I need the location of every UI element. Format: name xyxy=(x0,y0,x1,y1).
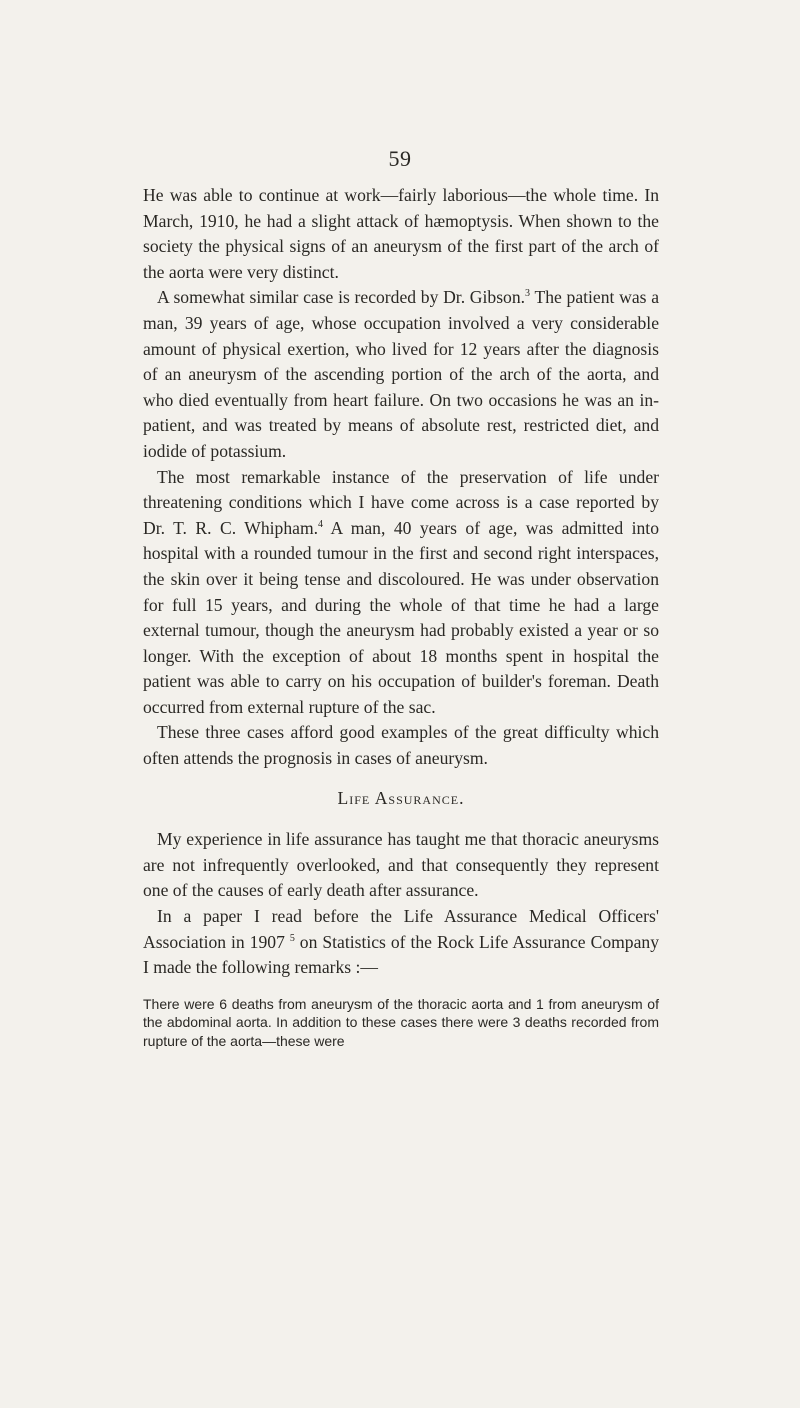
footnote-ref: 5 xyxy=(289,932,295,944)
paragraph-text: A somewhat similar case is recorded by Dr. Gibson. xyxy=(157,287,526,308)
paragraph-gibson-case xyxy=(143,285,659,464)
quoted-remarks: There were 6 deaths from aneurysm of the thoracic aorta and 1 from aneurysm of the abdominal aorta. In addition to these cases there were 3 deaths recorded from rupture of the aorta—these were xyxy=(143,995,659,1049)
paragraph-summary: These three cases afford good examples of the great difficulty which often attends the prognosis in cases of aneurysm. xyxy=(143,722,659,769)
footnote-ref: 4 xyxy=(318,518,324,530)
paragraph-life-assurance: My experience in life assurance has taught me that thoracic aneurysms are not infrequently overlooked, and that consequently they represent one of the causes of early death after assurance. xyxy=(143,829,659,901)
footnote-ref: 3 xyxy=(525,288,531,300)
page-number: 59 xyxy=(388,146,412,171)
paragraph-continuation: He was able to continue at work—fairly laborious—the whole time. In March, 1910, he had a slight attack of hæmoptysis. When shown to the society the physical signs of an aneurysm of the first part of the arch of the aorta were very distinct. xyxy=(143,185,659,282)
body-text xyxy=(143,183,659,1051)
paragraph-whipham-case xyxy=(143,465,659,721)
paragraph-text: on Statistics of the Rock Life Assurance Company I made the following remarks :— xyxy=(143,931,659,978)
paragraph-text: A man, 40 years of age, was admitted into hospital with a rounded tumour in the first and second right interspaces, the skin over it being tense and discoloured. He was under observation for full 15 years, and during the whole of that time he had a large external tumour, though the aneurysm had probably existed a year or so longer. With the exception of about 18 months spent in hospital the patient was able to carry on his occupation of builder's foreman. Death occurred from external rupture of the sac. xyxy=(143,517,659,717)
section-heading: Life Assurance. xyxy=(337,787,465,808)
paragraph-text: The most remarkable instance of the preservation of life under threatening conditions which I have come across is a case reported by Dr. T. R. C. Whipham. xyxy=(143,466,659,538)
paragraph-text: The patient was a man, 39 years of age, whose occupation involved a very considerable amount of physical exertion, who lived for 12 years after the diagnosis of an aneurysm of the ascending portion of the arch of the aorta, and who died eventually from heart failure. On two occasions he was an in-patient, and was treated by means of absolute rest, restricted diet, and iodide of potassium. xyxy=(143,287,659,461)
paragraph-paper-reference xyxy=(143,904,659,981)
paragraph-text: In a paper I read before the Life Assurance Medical Officers' Association in 1907 xyxy=(143,906,659,952)
